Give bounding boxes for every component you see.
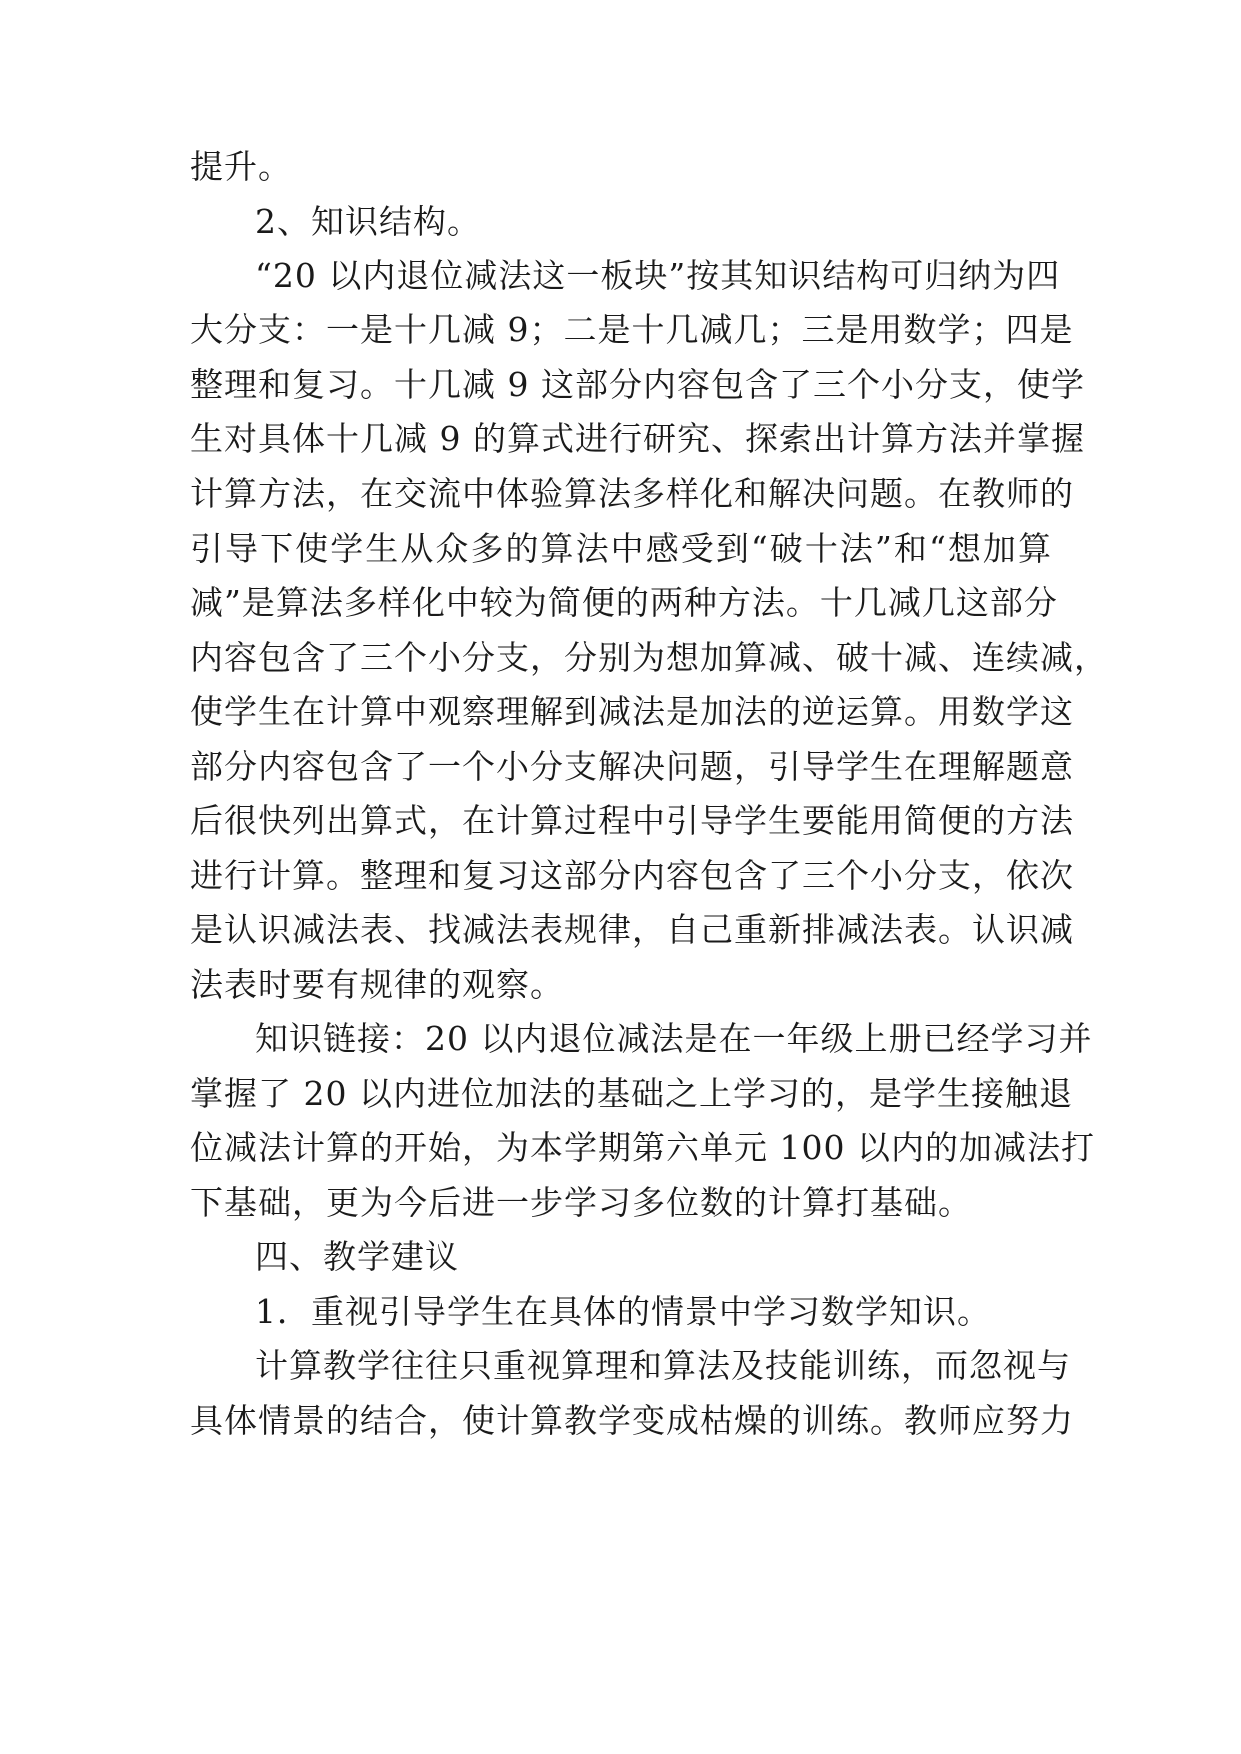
text-line: 提升。	[190, 147, 292, 186]
text-line: 大分支：一是十几减 9；二是十几减几；三是用数学；四是	[190, 310, 1074, 349]
text-line: 具体情景的结合，使计算教学变成枯燥的训练。教师应努力	[190, 1401, 1074, 1440]
section-heading: 四、教学建议	[255, 1237, 459, 1276]
text-line: 知识链接：20 以内退位减法是在一年级上册已经学习并	[255, 1019, 1093, 1058]
text-line: 整理和复习。十几减 9 这部分内容包含了三个小分支，使学	[190, 365, 1085, 404]
text-line: 使学生在计算中观察理解到减法是加法的逆运算。用数学这	[190, 692, 1074, 731]
text-line: 内容包含了三个小分支，分别为想加算减、破十减、连续减，	[190, 638, 1108, 677]
text-line: 计算方法，在交流中体验算法多样化和解决问题。在教师的	[190, 474, 1074, 513]
text-line: 进行计算。整理和复习这部分内容包含了三个小分支，依次	[190, 856, 1074, 895]
text-line: 法表时要有规律的观察。	[190, 965, 564, 1004]
text-line: 引导下使学生从众多的算法中感受到“破十法”和“想加算	[190, 529, 1052, 568]
text-line: 计算教学往往只重视算理和算法及技能训练，而忽视与	[255, 1346, 1071, 1385]
text-line: 2、知识结构。	[255, 202, 481, 241]
text-line: 掌握了 20 以内进位加法的基础之上学习的，是学生接触退	[190, 1074, 1073, 1113]
text-line: 下基础，更为今后进一步学习多位数的计算打基础。	[190, 1183, 972, 1222]
text-line: 后很快列出算式，在计算过程中引导学生要能用简便的方法	[190, 801, 1074, 840]
text-line: 生对具体十几减 9 的算式进行研究、探索出计算方法并掌握	[190, 419, 1085, 458]
text-line: 减”是算法多样化中较为简便的两种方法。十几减几这部分	[190, 583, 1058, 622]
text-line: “20 以内退位减法这一板块”按其知识结构可归纳为四	[255, 256, 1061, 295]
text-line: 位减法计算的开始，为本学期第六单元 100 以内的加减法打	[190, 1128, 1095, 1167]
text-line: 部分内容包含了一个小分支解决问题，引导学生在理解题意	[190, 747, 1074, 786]
subsection-heading: 1．重视引导学生在具体的情景中学习数学知识。	[255, 1292, 991, 1331]
text-line: 是认识减法表、找减法表规律，自己重新排减法表。认识减	[190, 910, 1074, 949]
